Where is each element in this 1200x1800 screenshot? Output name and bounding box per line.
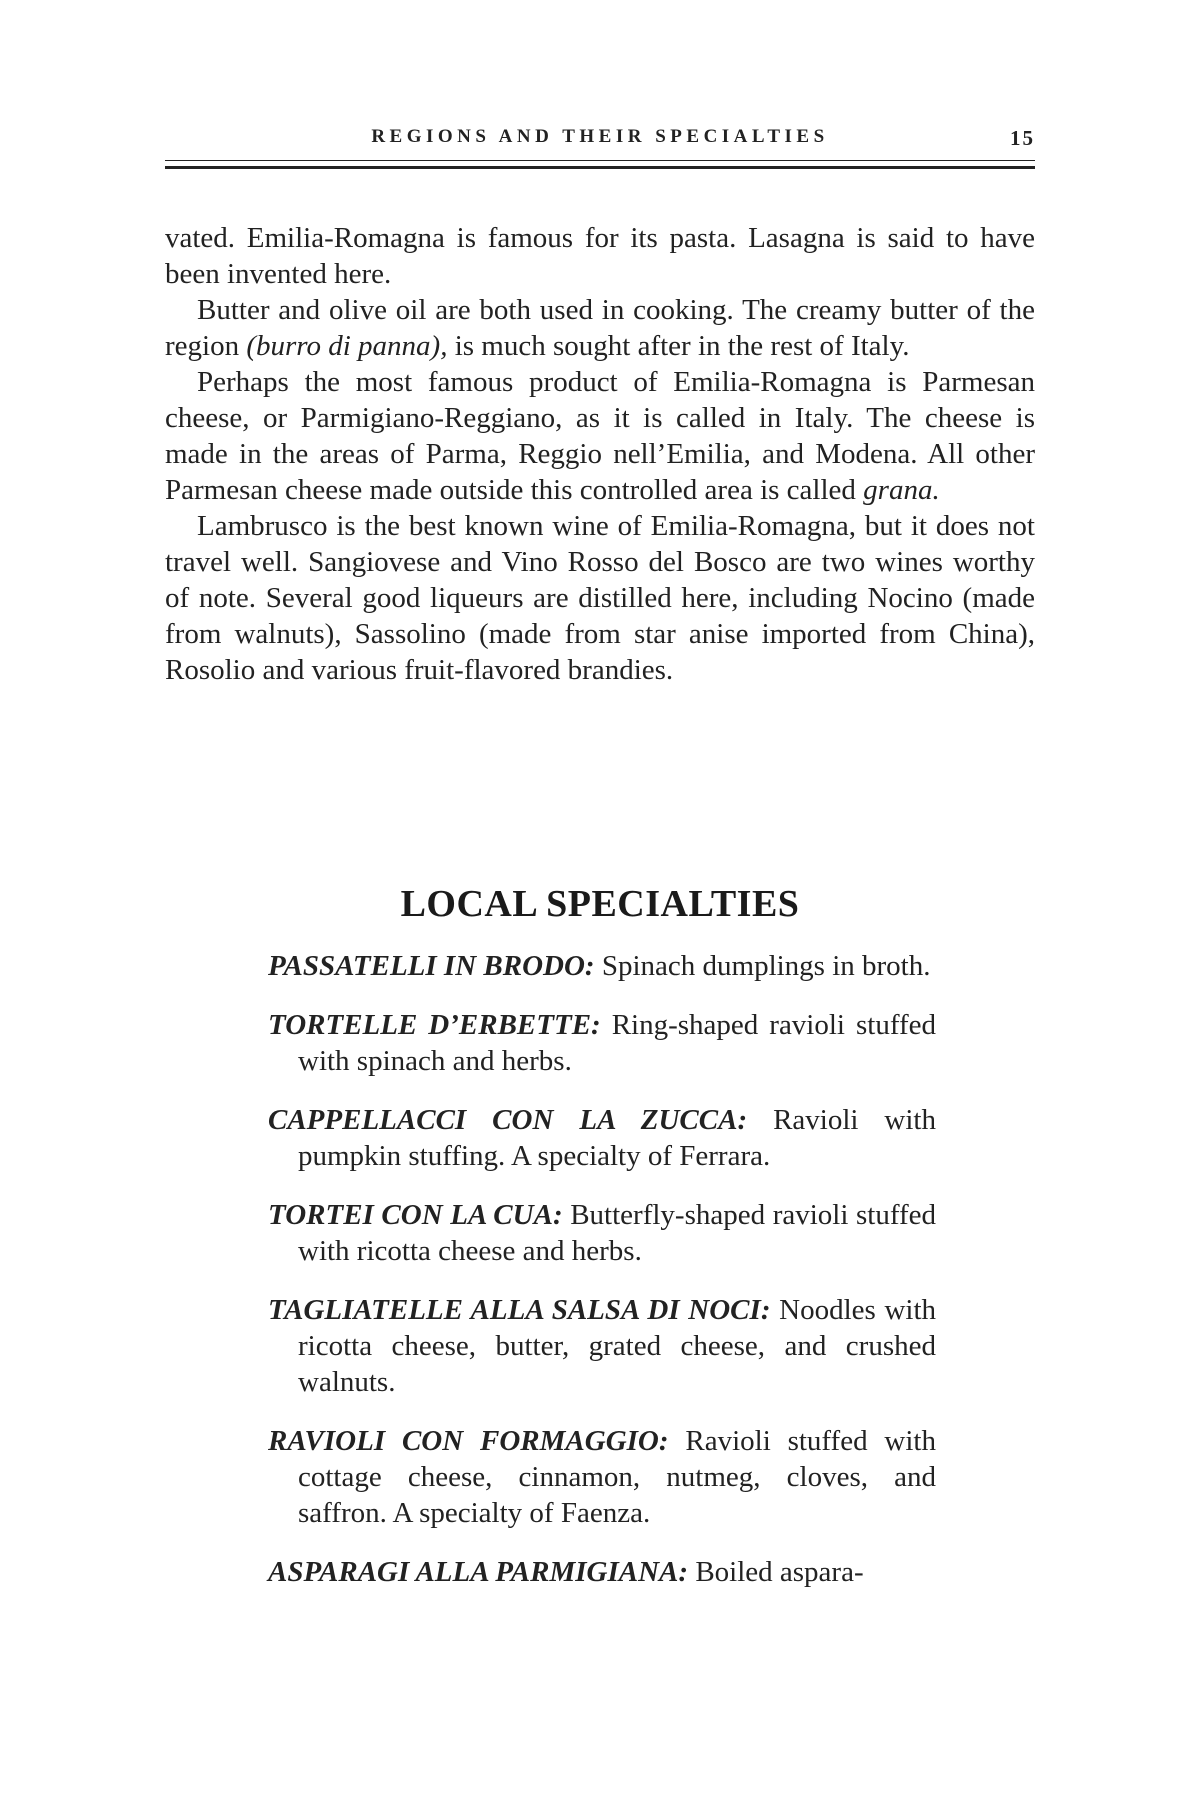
paragraph-2-italic: (burro di panna), (246, 330, 448, 362)
specialty-name: TAGLIATELLE ALLA SALSA DI NOCI: (268, 1294, 771, 1326)
specialty-item (268, 1292, 936, 1400)
specialty-item (268, 1007, 936, 1079)
specialty-description: Boiled aspara- (688, 1556, 864, 1588)
specialty-name: ASPARAGI ALLA PARMIGIANA: (268, 1556, 689, 1588)
running-title: REGIONS AND THEIR SPECIALTIES (371, 126, 829, 147)
section-heading: LOCAL SPECIALTIES (400, 883, 800, 925)
specialty-item (268, 1102, 936, 1174)
specialty-description: Ravioli stuffed with cottage cheese, cinnamon, nutmeg, cloves, and saffron. A specialty of Faenza. (298, 1425, 936, 1529)
paragraph-3-italic: grana. (863, 474, 940, 506)
specialty-name: CAPPELLACCI CON LA ZUCCA: (268, 1104, 748, 1136)
specialty-name: TORTELLE D’ERBETTE: (268, 1009, 601, 1041)
paragraph-1: vated. Emilia-Romagna is famous for its pasta. Lasagna is said to have been invented here. (165, 222, 1035, 290)
specialty-description: Spinach dumplings in broth. (594, 950, 931, 982)
specialty-item (268, 948, 936, 984)
paragraph-2-text-a: Butter and olive oil are both used in cooking. The creamy butter of the region (165, 294, 1035, 362)
specialty-name: RAVIOLI CON FORMAGGIO: (268, 1425, 669, 1457)
running-head (165, 126, 1035, 156)
paragraph-3-text: Perhaps the most famous product of Emilia-Romagna is Parmesan cheese, or Parmigiano-Reggiano, as it is called in Italy. The cheese is made in the areas of Parma, Reggio nell’Emilia, and Modena. All other Parmesan cheese made outside this controlled area is called (165, 366, 1035, 506)
paragraph-2 (165, 292, 1035, 364)
body-text (165, 220, 1035, 688)
specialty-item (268, 1423, 936, 1531)
specialty-item (268, 1554, 936, 1590)
specialty-description: Butterfly-shaped ravioli stuffed with ricotta cheese and herbs. (298, 1199, 937, 1267)
specialty-name: TORTEI CON LA CUA: (268, 1199, 563, 1231)
header-rule-thin (165, 160, 1035, 161)
header-rule-thick (165, 166, 1035, 169)
page-number: 15 (1010, 126, 1035, 150)
paragraph-3 (165, 364, 1035, 508)
specialty-name: PASSATELLI IN BRODO: (268, 950, 595, 982)
paragraph-2-text-b: is much sought after in the rest of Italy. (447, 330, 910, 362)
specialties-list (268, 948, 936, 1613)
specialty-description: Ring-shaped ravioli stuffed with spinach and herbs. (298, 1009, 936, 1077)
paragraph-4: Lambrusco is the best known wine of Emilia-Romagna, but it does not travel well. Sangiovese and Vino Rosso del Bosco are two wines worthy of note. Several good liqueurs are distilled here, including Nocino (made from walnuts), Sassolino (made from star anise imported from China), Rosolio and various fruit-flavored brandies. (165, 510, 1035, 686)
specialty-item (268, 1197, 936, 1269)
specialty-description: Ravioli with pumpkin stuffing. A specialty of Ferrara. (298, 1104, 936, 1172)
specialty-description: Noodles with ricotta cheese, butter, grated cheese, and crushed walnuts. (298, 1294, 937, 1398)
